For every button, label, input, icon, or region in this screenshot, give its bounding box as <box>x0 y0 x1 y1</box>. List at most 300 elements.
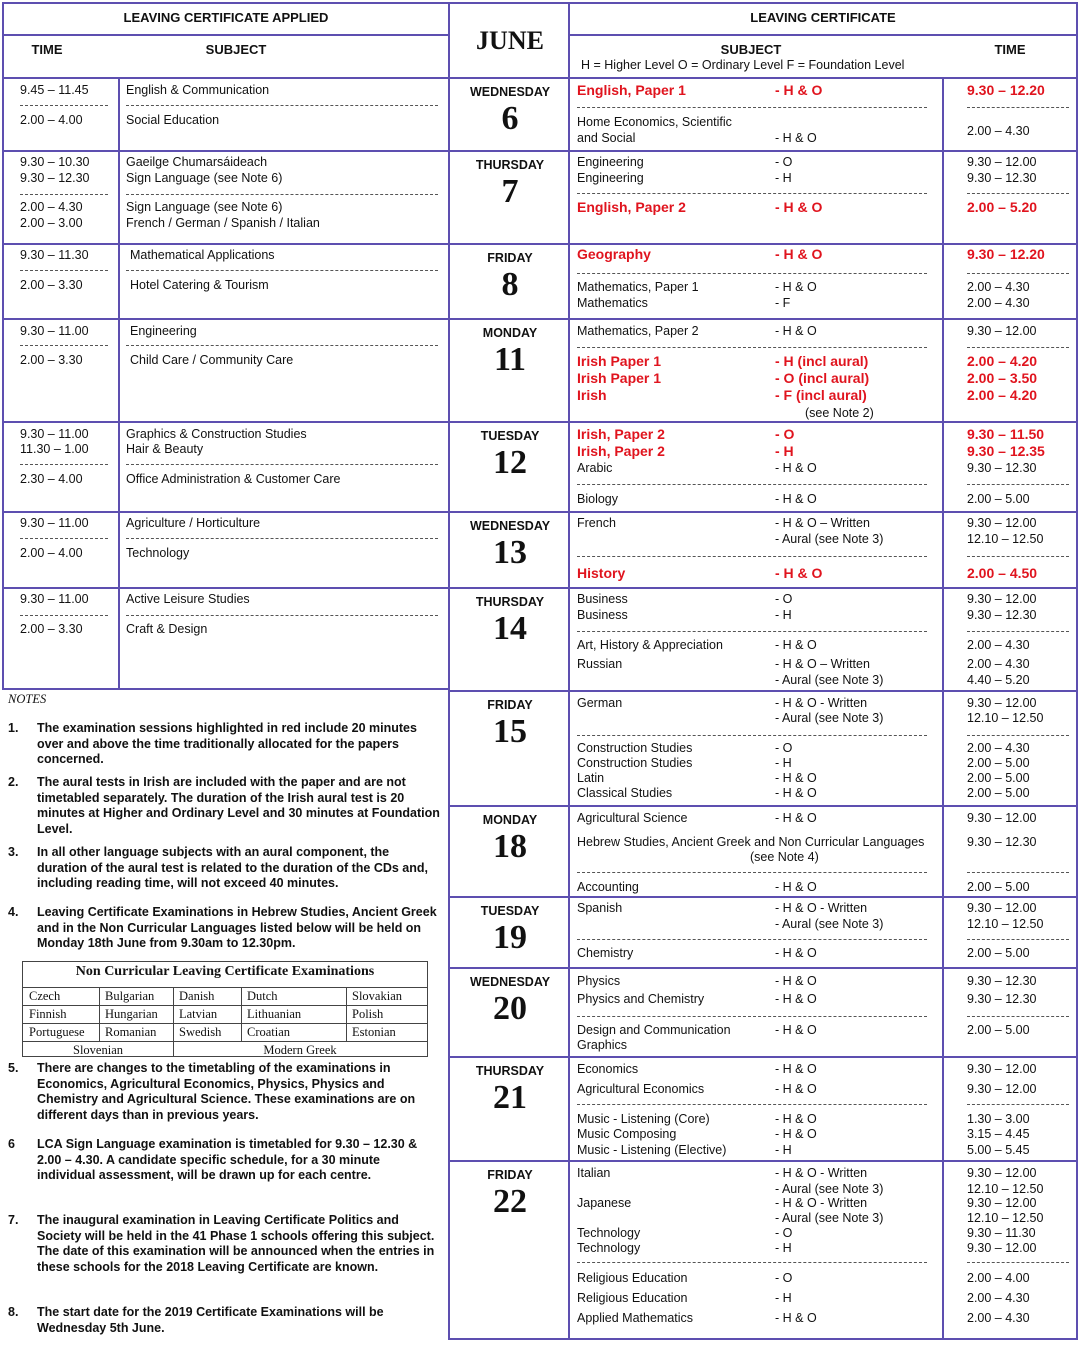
lca-time: 2.00 – 4.00 <box>20 546 83 560</box>
table-grid-line <box>346 987 347 1041</box>
lca-row-divider <box>2 421 450 423</box>
lca-time: 2.00 – 4.30 <box>20 200 83 214</box>
day-name: WEDNESDAY <box>469 519 551 533</box>
day-number: 6 <box>501 100 519 137</box>
note-number: 7. <box>8 1213 19 1227</box>
language-cell: Slovenian <box>73 1043 123 1057</box>
language-cell: Estonian <box>352 1025 396 1039</box>
day-divider <box>448 690 1078 692</box>
lc-level: - H & O <box>775 992 817 1006</box>
lc-dashed-divider <box>577 347 927 348</box>
lca-dashed-divider <box>20 538 108 539</box>
lc-dashed-divider <box>967 347 1069 348</box>
lca-dashed-divider <box>20 615 108 616</box>
lca-dashed-divider <box>20 105 108 106</box>
lca-subject: Sign Language (see Note 6) <box>126 171 283 185</box>
lc-time: 2.00 – 5.00 <box>967 492 1030 506</box>
lc-level: - H <box>775 756 792 770</box>
lc-time: 9.30 – 12.00 <box>967 155 1037 169</box>
lc-time: 2.00 – 4.30 <box>967 1291 1030 1305</box>
lc-subject: Italian <box>577 1166 611 1180</box>
lc-time: 9.30 – 11.50 <box>967 426 1045 442</box>
day-name: THURSDAY <box>475 158 545 172</box>
lc-level: - H & O <box>775 461 817 475</box>
day-number: 8 <box>501 266 519 303</box>
lc-level: - H <box>775 1143 792 1157</box>
lc-dashed-divider <box>967 1262 1069 1263</box>
lc-level: - Aural (see Note 3) <box>775 711 884 725</box>
lc-time: 9.30 – 12.30 <box>967 835 1037 849</box>
lc-level-legend: H = Higher Level O = Ordinary Level F = Foundation Level <box>581 58 905 72</box>
lc-level: - H & O <box>775 638 817 652</box>
lca-time: 9.30 – 11.30 <box>20 248 89 262</box>
day-divider <box>448 421 1078 423</box>
lc-level: - H <box>775 443 794 459</box>
lc-subject: Economics <box>577 1062 639 1076</box>
lc-level: - H & O <box>775 1023 817 1037</box>
lc-subject: Accounting <box>577 880 639 894</box>
lc-level: - F (incl aural) <box>775 387 867 403</box>
lc-time: 1.30 – 3.00 <box>967 1112 1030 1126</box>
day-divider <box>448 587 1078 589</box>
lc-subject: Geography <box>577 246 651 262</box>
lca-dashed-divider <box>126 538 438 539</box>
language-cell: Czech <box>29 989 61 1003</box>
language-cell: Modern Greek <box>263 1043 337 1057</box>
lc-time: 9.30 – 12.30 <box>967 171 1037 185</box>
day-divider <box>448 967 1078 969</box>
lc-subject: Music - Listening (Core) <box>577 1112 710 1126</box>
day-number: 20 <box>493 990 527 1027</box>
day-number: 13 <box>493 534 527 571</box>
lc-level: - H & O <box>775 131 817 145</box>
language-cell: Latvian <box>179 1007 218 1021</box>
lca-time: 11.30 – 1.00 <box>20 442 89 456</box>
lc-time: 9.30 – 12.30 <box>967 461 1037 475</box>
day-number: 14 <box>493 610 527 647</box>
day-name: WEDNESDAY <box>469 85 551 99</box>
note-number: 2. <box>8 775 19 789</box>
lc-subject: Design and Communication <box>577 1023 731 1037</box>
lc-subject: Physics <box>577 974 621 988</box>
lc-time: 9.30 – 12.00 <box>967 901 1037 915</box>
lc-time: 9.30 – 12.00 <box>967 1166 1037 1180</box>
lc-subject: Business <box>577 608 628 622</box>
lc-time: 9.30 – 12.30 <box>967 608 1037 622</box>
lc-dashed-divider <box>967 872 1069 873</box>
lc-time: 2.00 – 5.00 <box>967 786 1030 800</box>
lca-time: 2.00 – 3.30 <box>20 622 83 636</box>
lc-subject: Latin <box>577 771 605 785</box>
lc-level: - O (incl aural) <box>775 370 870 386</box>
lc-time: 2.00 – 4.20 <box>967 353 1038 369</box>
lc-time: 9.30 – 12.00 <box>967 324 1037 338</box>
lc-dashed-divider <box>577 1104 927 1105</box>
lc-dashed-divider <box>967 556 1069 557</box>
lca-subject: Social Education <box>126 113 220 127</box>
lc-dashed-divider <box>577 1262 927 1263</box>
language-cell: Portuguese <box>29 1025 85 1039</box>
lca-subject: Engineering <box>130 324 197 338</box>
lc-time: 2.00 – 4.50 <box>967 565 1038 581</box>
lc-level: - O <box>775 741 793 755</box>
lca-time: 9.30 – 11.00 <box>20 516 89 530</box>
lc-level: - H & O - Written <box>775 696 868 710</box>
lc-subject: French <box>577 516 616 530</box>
lca-subject: Hair & Beauty <box>126 442 204 456</box>
lca-subject: Hotel Catering & Tourism <box>130 278 269 292</box>
lc-subject: Agricultural Science <box>577 811 688 825</box>
lc-time: 2.00 – 4.30 <box>967 657 1030 671</box>
lc-level: - Aural (see Note 3) <box>775 1182 884 1196</box>
lc-subject: Technology <box>577 1226 641 1240</box>
note-number: 3. <box>8 845 19 859</box>
lc-dashed-divider <box>577 484 927 485</box>
lc-level: - H & O <box>775 82 823 98</box>
lca-dashed-divider <box>126 194 438 195</box>
lc-level: - O <box>775 1226 793 1240</box>
lc-time: 9.30 – 12.00 <box>967 696 1037 710</box>
lc-time: 2.00 – 4.00 <box>967 1271 1030 1285</box>
day-name: TUESDAY <box>480 429 540 443</box>
lc-subject: Music - Listening (Elective) <box>577 1143 727 1157</box>
day-number: 22 <box>493 1183 527 1220</box>
lca-time: 2.00 – 3.30 <box>20 353 83 367</box>
lc-time: 9.30 – 12.00 <box>967 592 1037 606</box>
lc-subject: Technology <box>577 1241 641 1255</box>
lc-time: 2.00 – 3.50 <box>967 370 1038 386</box>
lca-subject: Technology <box>126 546 190 560</box>
lc-subject: Spanish <box>577 901 623 915</box>
lc-time: 9.30 – 12.20 <box>967 82 1045 98</box>
lc-dashed-divider <box>967 273 1069 274</box>
lc-time: 2.00 – 4.30 <box>967 741 1030 755</box>
note-text: The start date for the 2019 Certificate Examinations will be Wednesday 5th June. <box>37 1305 384 1335</box>
lc-time: 2.00 – 5.00 <box>967 771 1030 785</box>
lc-dashed-divider <box>577 273 927 274</box>
lc-subject-header: SUBJECT <box>720 42 782 57</box>
lc-level: - H & O <box>775 974 817 988</box>
lc-time: 2.00 – 4.30 <box>967 280 1030 294</box>
lc-level: - O <box>775 426 795 442</box>
lc-level: - H & O <box>775 771 817 785</box>
day-divider <box>448 896 1078 898</box>
lc-level: - H & O <box>775 1082 817 1096</box>
day-number: 15 <box>493 713 527 750</box>
lc-level: - H & O - Written <box>775 1196 868 1210</box>
language-cell: Finnish <box>29 1007 67 1021</box>
day-divider <box>448 318 1078 320</box>
lc-level: - H & O <box>775 811 817 825</box>
lc-subject: Irish Paper 1 <box>577 370 662 386</box>
lc-dashed-divider <box>967 939 1069 940</box>
non-curricular-title: Non Curricular Leaving Certificate Examinations <box>75 964 375 979</box>
lc-time: 9.30 – 12.00 <box>967 516 1037 530</box>
lc-subject: Mathematics, Paper 1 <box>577 280 699 294</box>
lc-dashed-divider <box>577 939 927 940</box>
day-divider <box>448 150 1078 152</box>
lc-subject: Classical Studies <box>577 786 673 800</box>
lc-level: - Aural (see Note 3) <box>775 917 884 931</box>
lc-level: - H (incl aural) <box>775 353 869 369</box>
lc-level: - H & O – Written <box>775 516 870 530</box>
lca-time: 9.30 – 11.00 <box>20 592 89 606</box>
lc-subject: Applied Mathematics <box>577 1311 694 1325</box>
lc-level: - Aural (see Note 3) <box>775 1211 884 1225</box>
lc-level: - O <box>775 1271 793 1285</box>
day-name: TUESDAY <box>480 904 540 918</box>
lc-dashed-divider <box>577 556 927 557</box>
lc-time: 9.30 – 12.00 <box>967 811 1037 825</box>
lca-time: 9.30 – 11.00 <box>20 427 89 441</box>
note-number: 1. <box>8 721 19 735</box>
lc-subject: Mathematics, Paper 2 <box>577 324 699 338</box>
language-cell: Slovakian <box>352 989 402 1003</box>
note-text: The examination sessions highlighted in red include 20 minutes over and above the time traditionally allocated for the papers concerned. <box>37 721 417 766</box>
lc-time: 12.10 – 12.50 <box>967 1182 1044 1196</box>
note-text: The inaugural examination in Leaving Certificate Politics and Society will be held in the 41 Phase 1 schools offering this subject. The date of this examination will be announced when the entries in these schools for the 2018 Leaving Certificate are known. <box>37 1213 435 1274</box>
note-text: The aural tests in Irish are included with the paper and are not timetabled separately. The duration of the Irish aural test is 20 minutes at Higher and Ordinary Level and 30 minutes at Foundation Level. <box>37 775 440 836</box>
lc-subject: Religious Education <box>577 1271 688 1285</box>
lca-subject: Child Care / Community Care <box>130 353 294 367</box>
lc-time-header: TIME <box>994 42 1026 57</box>
lc-level: - O <box>775 592 793 606</box>
lc-level: - H & O <box>775 324 817 338</box>
lc-subject: Japanese <box>577 1196 632 1210</box>
lc-level: (see Note 4) <box>750 850 819 864</box>
day-name: MONDAY <box>482 326 538 340</box>
lca-subject-header: SUBJECT <box>205 42 267 57</box>
lca-row-divider <box>2 318 450 320</box>
lc-subject: Agricultural Economics <box>577 1082 705 1096</box>
day-divider <box>448 511 1078 513</box>
lca-subject: Craft & Design <box>126 622 208 636</box>
day-number: 18 <box>493 828 527 865</box>
lc-subject: German <box>577 696 623 710</box>
note-text: LCA Sign Language examination is timetabled for 9.30 – 12.30 & 2.00 – 4.30. A candidate specific schedule, for a 30 minute individual assessment, will be drawn up for each centre. <box>37 1137 418 1182</box>
day-name: FRIDAY <box>487 698 533 712</box>
lca-dashed-divider <box>20 270 108 271</box>
lc-subject: Engineering <box>577 171 644 185</box>
lc-level: - Aural (see Note 3) <box>775 673 884 687</box>
day-number: 7 <box>501 173 519 210</box>
language-cell: Swedish <box>179 1025 222 1039</box>
lca-dashed-divider <box>126 270 438 271</box>
lc-time: 2.00 – 4.30 <box>967 124 1030 138</box>
language-cell: Polish <box>352 1007 384 1021</box>
lc-subject: Engineering <box>577 155 644 169</box>
lca-subject: Active Leisure Studies <box>126 592 250 606</box>
lca-subject: English & Communication <box>126 83 270 97</box>
lc-time: 2.00 – 4.30 <box>967 638 1030 652</box>
lc-time: 9.30 – 11.30 <box>967 1226 1036 1240</box>
day-name: THURSDAY <box>475 1064 545 1078</box>
lc-dashed-divider <box>967 107 1069 108</box>
day-divider <box>448 243 1078 245</box>
lca-dashed-divider <box>20 464 108 465</box>
lca-dashed-divider <box>20 345 108 346</box>
lca-time: 9.30 – 10.30 <box>20 155 90 169</box>
lca-time: 2.00 – 3.00 <box>20 216 83 230</box>
lc-time: 2.00 – 5.00 <box>967 946 1030 960</box>
language-cell: Bulgarian <box>105 989 155 1003</box>
lc-level: - F <box>775 296 791 310</box>
lca-subject: Mathematical Applications <box>130 248 275 262</box>
day-name: FRIDAY <box>487 251 533 265</box>
notes-title: NOTES <box>8 692 47 706</box>
language-cell: Dutch <box>247 989 278 1003</box>
lc-subject: Chemistry <box>577 946 634 960</box>
day-number: 21 <box>493 1079 527 1116</box>
lca-dashed-divider <box>126 345 438 346</box>
lca-header: LEAVING CERTIFICATE APPLIED <box>123 10 329 25</box>
note-number: 4. <box>8 905 19 919</box>
lc-level: (see Note 2) <box>805 406 874 420</box>
lc-level: - H & O <box>775 946 817 960</box>
lca-time-header: TIME <box>31 42 63 57</box>
lc-level: - H & O <box>775 1062 817 1076</box>
lc-subject: Music Composing <box>577 1127 677 1141</box>
lc-dashed-divider <box>577 735 927 736</box>
lca-time: 2.30 – 4.00 <box>20 472 83 486</box>
lc-level: - H & O <box>775 1127 817 1141</box>
language-cell: Lithuanian <box>247 1007 302 1021</box>
language-cell: Romanian <box>105 1025 157 1039</box>
lc-dashed-divider <box>577 631 927 632</box>
lc-subject: Irish Paper 1 <box>577 353 662 369</box>
lc-level: - H & O <box>775 1112 817 1126</box>
lc-level: - O <box>775 155 793 169</box>
lc-level: - Aural (see Note 3) <box>775 532 884 546</box>
lca-time: 2.00 – 4.00 <box>20 113 83 127</box>
lca-row-divider <box>2 511 450 513</box>
lca-subject: Sign Language (see Note 6) <box>126 200 283 214</box>
lc-level: - H & O <box>775 786 817 800</box>
lc-time: 9.30 – 12.00 <box>967 1241 1037 1255</box>
lc-time: 9.30 – 12.00 <box>967 1062 1037 1076</box>
lc-time: 2.00 – 5.00 <box>967 880 1030 894</box>
lc-subject: Physics and Chemistry <box>577 992 705 1006</box>
day-divider <box>448 805 1078 807</box>
lc-dashed-divider <box>577 1016 927 1017</box>
lc-level: - H & O - Written <box>775 1166 868 1180</box>
lc-level: - H & O <box>775 246 823 262</box>
lc-time: 4.40 – 5.20 <box>967 673 1030 687</box>
lc-subject: Arabic <box>577 461 613 475</box>
lca-time: 9.30 – 12.30 <box>20 171 90 185</box>
lc-dashed-divider <box>967 1104 1069 1105</box>
lca-dashed-divider <box>126 615 438 616</box>
lc-time: 5.00 – 5.45 <box>967 1143 1030 1157</box>
lca-subject: French / German / Spanish / Italian <box>126 216 320 230</box>
lc-subject: Religious Education <box>577 1291 688 1305</box>
lc-level: - H <box>775 171 792 185</box>
table-grid-line <box>241 987 242 1041</box>
lc-dashed-divider <box>967 484 1069 485</box>
lc-subject: Business <box>577 592 628 606</box>
lc-level: - H & O <box>775 199 823 215</box>
lc-dashed-divider <box>967 1016 1069 1017</box>
lc-time: 2.00 – 5.20 <box>967 199 1038 215</box>
day-number: 11 <box>493 341 527 378</box>
lc-dashed-divider <box>967 631 1069 632</box>
lc-level: - H & O <box>775 1311 817 1325</box>
lc-level: - H & O <box>775 880 817 894</box>
lc-subject: Construction Studies <box>577 756 693 770</box>
lca-subject: Office Administration & Customer Care <box>126 472 341 486</box>
lc-time: 2.00 – 4.30 <box>967 1311 1030 1325</box>
day-name: THURSDAY <box>475 595 545 609</box>
language-cell: Croatian <box>247 1025 291 1039</box>
lc-dashed-divider <box>577 872 927 873</box>
day-name: FRIDAY <box>487 1168 533 1182</box>
lc-subject: Irish, Paper 2 <box>577 443 665 459</box>
lc-time: 9.30 – 12.35 <box>967 443 1045 459</box>
note-number: 5. <box>8 1061 19 1075</box>
note-number: 8. <box>8 1305 19 1319</box>
lc-subject: Construction Studies <box>577 741 693 755</box>
lc-time: 9.30 – 12.30 <box>967 974 1037 988</box>
table-grid-line <box>173 987 174 1041</box>
lc-level: - H <box>775 1291 792 1305</box>
lc-time: 9.30 – 12.00 <box>967 1196 1037 1210</box>
lc-subject: Mathematics <box>577 296 648 310</box>
lc-level: - H <box>775 1241 792 1255</box>
lc-level: - H & O – Written <box>775 657 870 671</box>
day-number: 19 <box>493 919 527 956</box>
lc-subject: History <box>577 565 626 581</box>
lc-dashed-divider <box>967 193 1069 194</box>
lc-subject: Biology <box>577 492 618 506</box>
lc-subject: Irish, Paper 2 <box>577 426 665 442</box>
lc-subject: Russian <box>577 657 623 671</box>
lc-level: - H & O <box>775 280 817 294</box>
lc-subject: Hebrew Studies, Ancient Greek and Non Curricular Languages <box>577 835 925 849</box>
lc-time: 9.30 – 12.00 <box>967 1082 1037 1096</box>
lc-subject: Art, History & Appreciation <box>577 638 723 652</box>
lc-dashed-divider <box>577 107 927 108</box>
lca-dashed-divider <box>126 105 438 106</box>
lc-level: - H & O <box>775 565 823 581</box>
note-text: Leaving Certificate Examinations in Hebrew Studies, Ancient Greek and in the Non Curricular Languages listed below will be held on Monday 18th June from 9.30am to 12.30pm. <box>37 905 437 950</box>
lca-time: 9.45 – 11.45 <box>20 83 89 97</box>
lc-time: 12.10 – 12.50 <box>967 711 1044 725</box>
lc-time: 2.00 – 4.20 <box>967 387 1038 403</box>
note-text: In all other language subjects with an aural component, the duration of the aural test is related to the duration of the CDs and, including reading time, will not exceed 40 minutes. <box>37 845 429 890</box>
lc-time: 2.00 – 4.30 <box>967 296 1030 310</box>
language-cell: Hungarian <box>105 1007 158 1021</box>
lc-subject: English, Paper 2 <box>577 199 686 215</box>
lca-subject: Gaeilge Chumarsáideach <box>126 155 268 169</box>
lc-time: 12.10 – 12.50 <box>967 1211 1044 1225</box>
lc-level: - H & O - Written <box>775 901 868 915</box>
day-divider <box>448 1056 1078 1058</box>
table-grid-line <box>99 987 100 1041</box>
lca-row-divider <box>2 243 450 245</box>
language-cell: Danish <box>179 989 215 1003</box>
day-number: 12 <box>493 444 527 481</box>
lc-time: 2.00 – 5.00 <box>967 756 1030 770</box>
lc-level: - H <box>775 608 792 622</box>
lc-subject: English, Paper 1 <box>577 82 686 98</box>
lca-row-divider <box>2 587 450 589</box>
lca-time: 2.00 – 3.30 <box>20 278 83 292</box>
lc-subject: Graphics <box>577 1038 628 1052</box>
lc-dashed-divider <box>967 735 1069 736</box>
lc-subject: and Social <box>577 131 636 145</box>
lc-time: 12.10 – 12.50 <box>967 532 1044 546</box>
lc-dashed-divider <box>577 193 927 194</box>
